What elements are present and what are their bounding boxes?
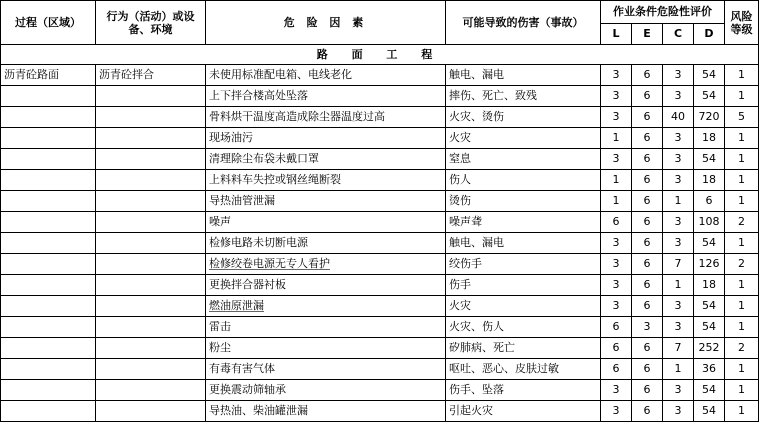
activity-cell: [96, 107, 206, 128]
activity-cell: [96, 86, 206, 107]
risk-level-cell: 1: [725, 359, 759, 380]
hazard-cell: 更换拌合器衬板: [206, 275, 446, 296]
risk-level-cell: 1: [725, 65, 759, 86]
header-E: E: [632, 24, 663, 45]
process-cell: [1, 296, 96, 317]
table-row: [1, 191, 759, 212]
e-value-cell: 6: [632, 149, 663, 170]
c-value-cell: 1: [663, 191, 694, 212]
activity-cell: [96, 128, 206, 149]
d-value-cell: 126: [694, 254, 725, 275]
process-cell: [1, 380, 96, 401]
hazard-cell: 导热油、柴油罐泄漏: [206, 401, 446, 422]
risk-level-cell: 1: [725, 296, 759, 317]
risk-level-cell: 1: [725, 317, 759, 338]
header-activity-label: 行为（活动）或设备、环境: [106, 9, 195, 36]
process-cell: [1, 317, 96, 338]
activity-cell: [96, 212, 206, 233]
section-row: [1, 45, 759, 65]
table-row: [1, 401, 759, 422]
activity-cell: [96, 275, 206, 296]
l-value-cell: 3: [601, 107, 632, 128]
table-row: [1, 380, 759, 401]
hazard-cell: 骨料烘干温度高造成除尘器温度过高: [206, 107, 446, 128]
e-value-cell: 6: [632, 65, 663, 86]
process-cell: [1, 254, 96, 275]
d-value-cell: 18: [694, 170, 725, 191]
header-activity: [96, 1, 206, 45]
table-row: [1, 128, 759, 149]
e-value-cell: 6: [632, 359, 663, 380]
activity-cell: [96, 170, 206, 191]
l-value-cell: 1: [601, 128, 632, 149]
hazard-cell: 有毒有害气体: [206, 359, 446, 380]
injury-cell: 伤手: [446, 275, 601, 296]
table-row: [1, 275, 759, 296]
hazard-cell: 上料料车失控或钢丝绳断裂: [206, 170, 446, 191]
e-value-cell: 6: [632, 380, 663, 401]
risk-level-cell: 1: [725, 149, 759, 170]
d-value-cell: 54: [694, 233, 725, 254]
injury-cell: 引起火灾: [446, 401, 601, 422]
e-value-cell: 6: [632, 107, 663, 128]
l-value-cell: 3: [601, 275, 632, 296]
d-value-cell: 54: [694, 65, 725, 86]
e-value-cell: 6: [632, 275, 663, 296]
risk-level-cell: 2: [725, 212, 759, 233]
header-evaluation: 作业条件危险性评价: [601, 1, 725, 24]
risk-level-cell: 1: [725, 128, 759, 149]
e-value-cell: 6: [632, 401, 663, 422]
injury-cell: 火灾: [446, 128, 601, 149]
activity-cell: [96, 149, 206, 170]
l-value-cell: 3: [601, 86, 632, 107]
c-value-cell: 3: [663, 65, 694, 86]
risk-level-cell: 1: [725, 380, 759, 401]
injury-cell: 火灾、伤人: [446, 317, 601, 338]
injury-cell: 伤手、坠落: [446, 380, 601, 401]
c-value-cell: 3: [663, 212, 694, 233]
process-cell: [1, 107, 96, 128]
c-value-cell: 7: [663, 254, 694, 275]
injury-cell: 窒息: [446, 149, 601, 170]
header-risk-label: 风险等级: [730, 9, 753, 36]
injury-cell: 噪声聋: [446, 212, 601, 233]
c-value-cell: 1: [663, 359, 694, 380]
c-value-cell: 3: [663, 170, 694, 191]
injury-cell: 摔伤、死亡、致残: [446, 86, 601, 107]
l-value-cell: 1: [601, 170, 632, 191]
process-cell: [1, 233, 96, 254]
process-cell: 沥青砼路面: [1, 65, 96, 86]
table-row: [1, 254, 759, 275]
risk-level-cell: 1: [725, 275, 759, 296]
activity-cell: [96, 317, 206, 338]
process-cell: [1, 170, 96, 191]
e-value-cell: 6: [632, 212, 663, 233]
d-value-cell: 252: [694, 338, 725, 359]
d-value-cell: 108: [694, 212, 725, 233]
injury-cell: 矽肺病、死亡: [446, 338, 601, 359]
header-C: C: [663, 24, 694, 45]
l-value-cell: 3: [601, 296, 632, 317]
risk-level-cell: 1: [725, 233, 759, 254]
hazard-cell: 噪声: [206, 212, 446, 233]
e-value-cell: 6: [632, 170, 663, 191]
process-cell: [1, 128, 96, 149]
risk-level-cell: 2: [725, 338, 759, 359]
l-value-cell: 6: [601, 317, 632, 338]
table-row: [1, 212, 759, 233]
e-value-cell: 6: [632, 296, 663, 317]
d-value-cell: 18: [694, 128, 725, 149]
c-value-cell: 7: [663, 338, 694, 359]
table-row: [1, 359, 759, 380]
e-value-cell: 6: [632, 128, 663, 149]
d-value-cell: 720: [694, 107, 725, 128]
c-value-cell: 3: [663, 233, 694, 254]
activity-cell: [96, 191, 206, 212]
injury-cell: 绞伤手: [446, 254, 601, 275]
hazard-cell: 现场油污: [206, 128, 446, 149]
injury-cell: 呕吐、恶心、皮肤过敏: [446, 359, 601, 380]
table-row: [1, 107, 759, 128]
activity-cell: [96, 233, 206, 254]
activity-cell: [96, 359, 206, 380]
process-cell: [1, 338, 96, 359]
c-value-cell: 40: [663, 107, 694, 128]
c-value-cell: 3: [663, 128, 694, 149]
risk-level-cell: 5: [725, 107, 759, 128]
l-value-cell: 3: [601, 65, 632, 86]
risk-level-cell: 1: [725, 170, 759, 191]
table-row: [1, 149, 759, 170]
table-row: [1, 86, 759, 107]
process-cell: [1, 191, 96, 212]
activity-cell: 沥青砼拌合: [96, 65, 206, 86]
injury-cell: 烫伤: [446, 191, 601, 212]
table-row: [1, 296, 759, 317]
c-value-cell: 3: [663, 86, 694, 107]
risk-level-cell: 1: [725, 86, 759, 107]
header-risk: [725, 1, 759, 45]
table-row: [1, 338, 759, 359]
injury-cell: 火灾: [446, 296, 601, 317]
hazard-cell: 检修电路未切断电源: [206, 233, 446, 254]
c-value-cell: 1: [663, 275, 694, 296]
table-row: [1, 65, 759, 86]
hazard-cell: 导热油管泄漏: [206, 191, 446, 212]
injury-cell: 触电、漏电: [446, 65, 601, 86]
c-value-cell: 3: [663, 380, 694, 401]
header-process: 过程（区域）: [1, 1, 96, 45]
activity-cell: [96, 296, 206, 317]
process-cell: [1, 149, 96, 170]
process-cell: [1, 359, 96, 380]
risk-level-cell: 1: [725, 191, 759, 212]
activity-cell: [96, 401, 206, 422]
hazard-cell: 雷击: [206, 317, 446, 338]
e-value-cell: 6: [632, 233, 663, 254]
table-row: [1, 317, 759, 338]
header-D: D: [694, 24, 725, 45]
l-value-cell: 6: [601, 338, 632, 359]
hazard-cell: 燃油原泄漏: [206, 296, 446, 317]
l-value-cell: 3: [601, 380, 632, 401]
d-value-cell: 54: [694, 401, 725, 422]
table-row: [1, 233, 759, 254]
hazard-cell: 检修绞卷电源无专人看护: [206, 254, 446, 275]
hazard-cell: 清理除尘布袋未戴口罩: [206, 149, 446, 170]
d-value-cell: 36: [694, 359, 725, 380]
e-value-cell: 6: [632, 254, 663, 275]
c-value-cell: 3: [663, 149, 694, 170]
c-value-cell: 3: [663, 317, 694, 338]
activity-cell: [96, 380, 206, 401]
d-value-cell: 54: [694, 296, 725, 317]
injury-cell: 伤人: [446, 170, 601, 191]
e-value-cell: 6: [632, 338, 663, 359]
e-value-cell: 6: [632, 191, 663, 212]
section-title: 路 面 工 程: [1, 45, 759, 65]
l-value-cell: 6: [601, 212, 632, 233]
injury-cell: 触电、漏电: [446, 233, 601, 254]
e-value-cell: 6: [632, 86, 663, 107]
d-value-cell: 54: [694, 86, 725, 107]
activity-cell: [96, 254, 206, 275]
l-value-cell: 3: [601, 254, 632, 275]
risk-level-cell: 1: [725, 401, 759, 422]
l-value-cell: 3: [601, 401, 632, 422]
d-value-cell: 6: [694, 191, 725, 212]
d-value-cell: 18: [694, 275, 725, 296]
process-cell: [1, 86, 96, 107]
header-injury: 可能导致的伤害（事故）: [446, 1, 601, 45]
process-cell: [1, 275, 96, 296]
d-value-cell: 54: [694, 380, 725, 401]
d-value-cell: 54: [694, 149, 725, 170]
l-value-cell: 3: [601, 149, 632, 170]
l-value-cell: 1: [601, 191, 632, 212]
process-cell: [1, 212, 96, 233]
process-cell: [1, 401, 96, 422]
risk-level-cell: 2: [725, 254, 759, 275]
l-value-cell: 6: [601, 359, 632, 380]
hazard-cell: 未使用标准配电箱、电线老化: [206, 65, 446, 86]
hazard-cell: 上下拌合楼高处坠落: [206, 86, 446, 107]
header-row: [1, 1, 759, 24]
injury-cell: 火灾、烫伤: [446, 107, 601, 128]
c-value-cell: 3: [663, 401, 694, 422]
hazard-cell: 更换震动筛轴承: [206, 380, 446, 401]
header-L: L: [601, 24, 632, 45]
l-value-cell: 3: [601, 233, 632, 254]
header-hazard: 危 险 因 素: [206, 1, 446, 45]
e-value-cell: 3: [632, 317, 663, 338]
d-value-cell: 54: [694, 317, 725, 338]
c-value-cell: 3: [663, 296, 694, 317]
hazard-cell: 粉尘: [206, 338, 446, 359]
table-row: [1, 170, 759, 191]
activity-cell: [96, 338, 206, 359]
